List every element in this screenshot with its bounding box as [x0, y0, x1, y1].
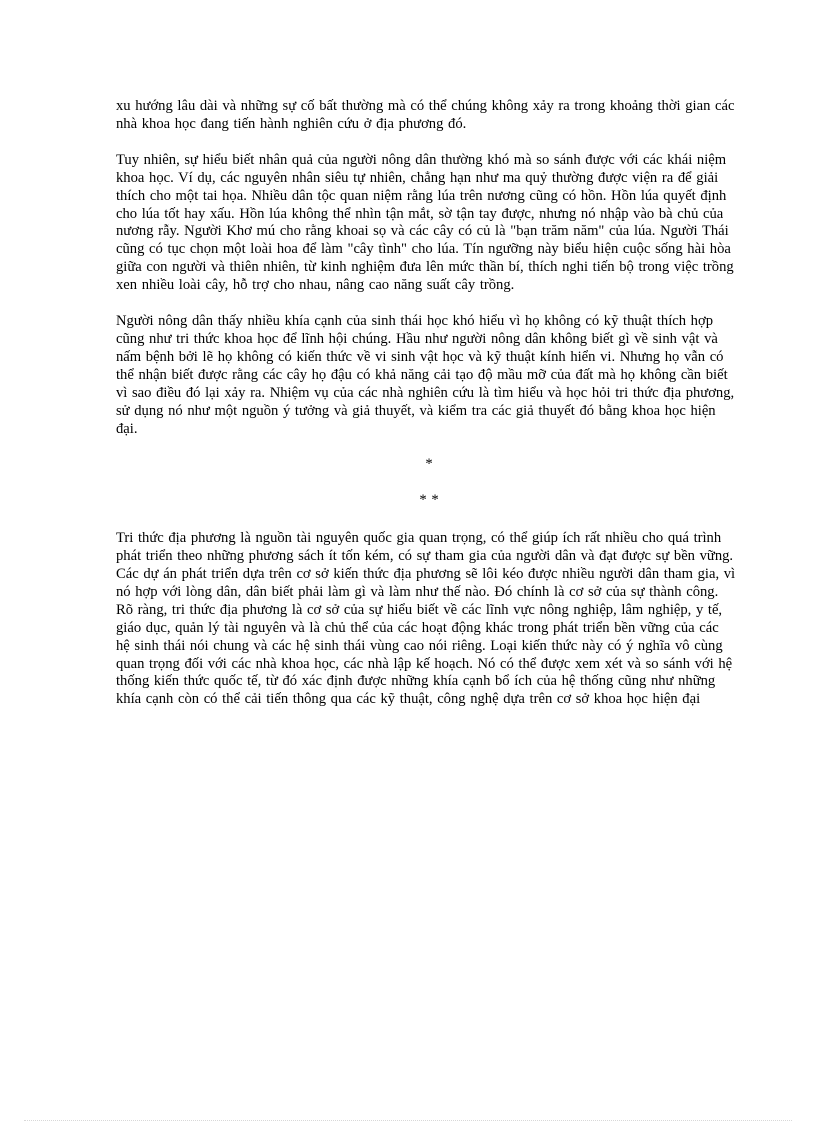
- paragraph-2: Tuy nhiên, sự hiểu biết nhân quả của người nông dân thường khó mà so sánh được với các khái niệm khoa học. Ví dụ, các nguyên nhân siêu tự nhiên, chẳng hạn như ma quỷ thường được viện ra để giải thích cho một tai họa. Nhiều dân tộc quan niệm rằng lúa trên nương cũng có hồn. Hồn lúa quyết định cho lúa tốt hay xấu. Hồn lúa không thể nhìn tận mắt, sờ tận tay được, nhưng nó nhập vào bà chủ của nương rẫy. Người Khơ mú cho rằng khoai sọ và các cây có củ là "bạn trăm năm" của lúa. Người Thái cũng có tục chọn một loài hoa để làm "cây tình" cho lúa. Tín ngưỡng này biểu hiện cuộc sống hài hòa giữa con người và thiên nhiên, từ kinh nghiệm đưa lên mức thần bí, thích nghi tiến bộ trong việc trồng xen nhiều loài cây, hỗ trợ cho nhau, nâng cao năng suất cây trồng.: [116, 151, 734, 294]
- paragraph-gap: [116, 438, 736, 456]
- paragraph-gap: [116, 134, 736, 152]
- paragraph-gap: [116, 295, 736, 313]
- document-body: [116, 98, 736, 709]
- paragraph-3: Người nông dân thấy nhiều khía cạnh của sinh thái học khó hiểu vì họ không có kỹ thuật thích hợp cũng như tri thức khoa học để lĩnh hội chúng. Hầu như người nông dân không biết gì về sinh vật và nấm bệnh bởi lẽ họ không có kiến thức về vi sinh vật học và kỹ thuật kính hiển vi. Nhưng họ vẫn có thể nhận biết được rằng các cây họ đậu có khả năng cải tạo độ mầu mỡ của đất mà họ không cần biết vì sao điều đó lại xảy ra. Nhiệm vụ của các nhà nghiên cứu là tìm hiểu và học hỏi tri thức địa phương, sử dụng nó như một nguồn ý tưởng và giả thuyết, và kiểm tra các giả thuyết đó bằng khoa học hiện đại.: [116, 313, 735, 437]
- section-separator-double-star: * *: [419, 492, 439, 509]
- section-separator-star: *: [425, 456, 433, 473]
- paragraph-1: xu hướng lâu dài và những sự cố bất thường mà có thể chúng không xảy ra trong khoảng thời gian các nhà khoa học đang tiến hành nghiên cứu ở địa phương đó.: [116, 98, 735, 132]
- page-bottom-divider: [24, 1120, 792, 1121]
- paragraph-gap: [116, 510, 736, 530]
- paragraph-gap: [116, 474, 736, 492]
- paragraph-4: Tri thức địa phương là nguồn tài nguyên quốc gia quan trọng, có thể giúp ích rất nhiều cho quá trình phát triển theo những phương sách ít tốn kém, có sự tham gia của người dân và đạt được sự bền vững. Các dự án phát triển dựa trên cơ sở kiến thức địa phương sẽ lôi kéo được nhiều người dân tham gia, vì nó hợp với lòng dân, dân biết phải làm gì và làm như thế nào. Đó chính là cơ sở của sự thành công. Rõ ràng, tri thức địa phương là cơ sở của sự hiểu biết về các lĩnh vực nông nghiệp, lâm nghiệp, y tế, giáo dục, quản lý tài nguyên và là chủ thể của các hoạt động khác trong phát triển bền vững của các hệ sinh thái nói chung và các hệ sinh thái vùng cao nói riêng. Loại kiến thức này có ý nghĩa vô cùng quan trọng đối với các nhà khoa học, các nhà lập kế hoạch. Nó có thể được xem xét và so sánh với hệ thống kiến thức quốc tế, từ đó xác định được những khía cạnh bổ ích của hệ thống cũng như những khía cạnh còn có thể cải tiến thông qua các kỹ thuật, công nghệ dựa trên cơ sở khoa học hiện đại: [116, 530, 736, 708]
